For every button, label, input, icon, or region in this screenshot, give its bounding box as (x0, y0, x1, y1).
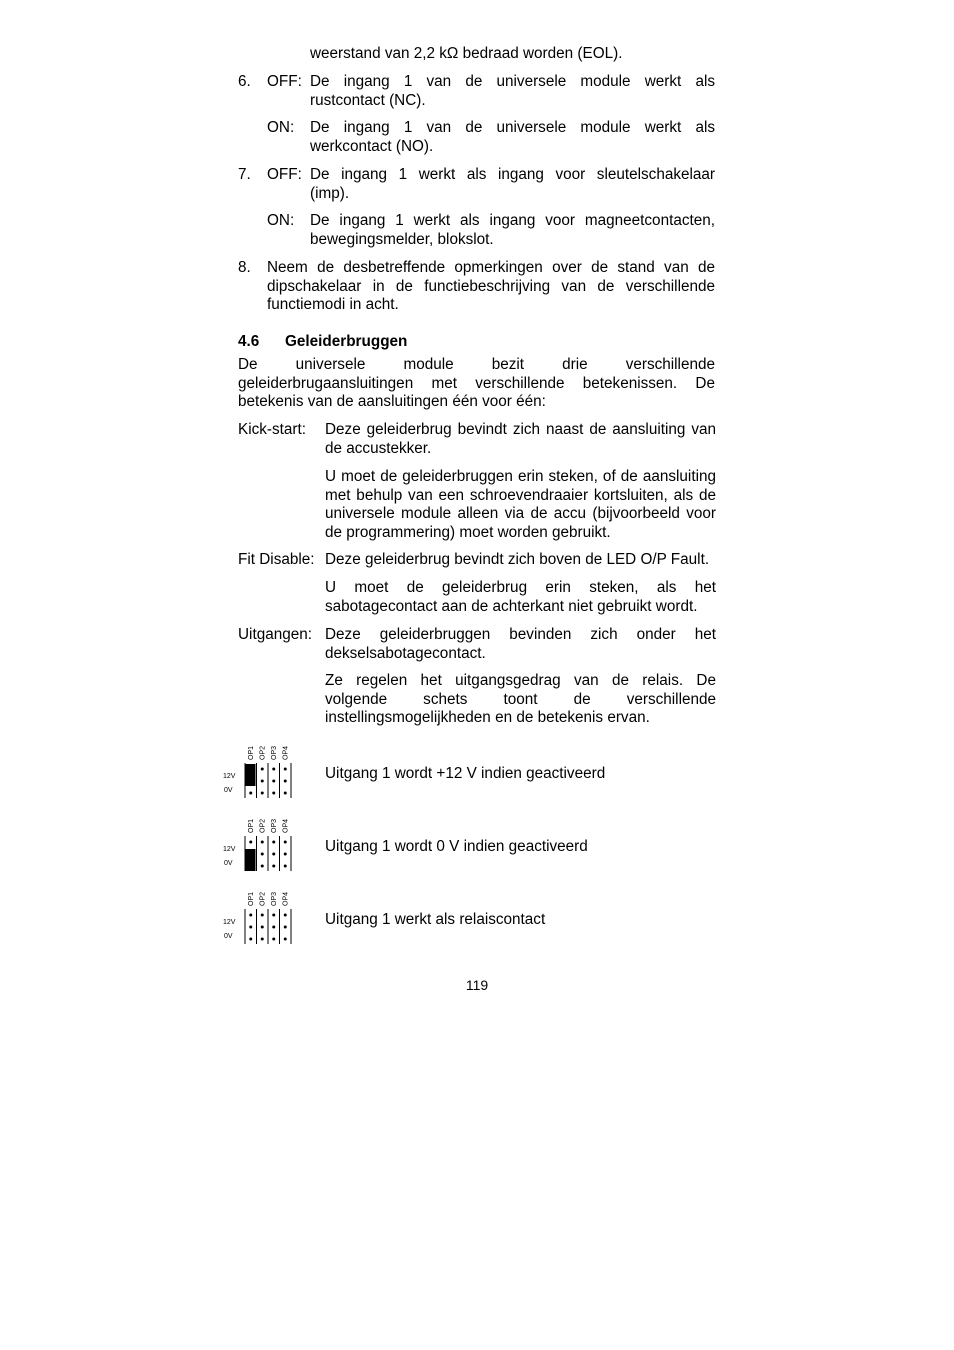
jumper-label-op1: OP1 (248, 745, 255, 760)
jumper-pin (261, 926, 264, 929)
text-line: instellingsmogelijkheden en de betekenis ervan. (325, 709, 650, 726)
jumper-pin (249, 938, 252, 941)
definition-term: Uitgangen: (238, 626, 312, 643)
text-line: bewegingsmelder, blokslot. (310, 230, 494, 248)
option-text-off (310, 73, 715, 110)
jumper-pin (261, 768, 264, 771)
jumper-label-op2: OP2 (259, 818, 267, 833)
option-key-off: OFF: (267, 73, 302, 90)
jumper-pin (261, 865, 264, 868)
jumper-pin (261, 938, 264, 941)
text-line: De ingang 1 werkt als ingang voor magneetcontacten, (310, 212, 715, 229)
jumper-label-op2: OP2 (259, 745, 267, 760)
jumper-diagram-relay (220, 886, 295, 948)
text-line: dekselsabotagecontact. (325, 644, 486, 662)
jumper-pin (261, 853, 264, 856)
jumper-pin (284, 926, 287, 929)
text-line: Neem de desbetreffende opmerkingen over de stand van de (267, 259, 715, 276)
jumper-pin-grid (245, 763, 291, 798)
option-text-on (310, 119, 715, 156)
text-line: weerstand van 2,2 kΩ bedraad worden (EOL). (310, 45, 623, 62)
list-number: 8. (238, 259, 251, 276)
text-line: de programmering) moet worden gebruikt. (325, 523, 611, 541)
rail-label-0v: 0V (224, 860, 233, 867)
rail-label-12v: 12V (223, 846, 236, 853)
diagram-caption: Uitgang 1 wordt +12 V indien geactiveerd (325, 765, 606, 782)
text-line: Deze geleiderbruggen bevinden zich onder het (325, 626, 716, 643)
jumper-pin (272, 938, 275, 941)
section-intro (238, 356, 715, 412)
jumper-bridge (245, 849, 256, 871)
rail-label-0v: 0V (224, 933, 233, 940)
definition-paragraph (325, 421, 716, 458)
definition-paragraph (325, 579, 716, 616)
jumper-pin (272, 914, 275, 917)
jumper-pin (272, 853, 275, 856)
jumper-pin (261, 792, 264, 795)
jumper-pin (284, 938, 287, 941)
text-line: met behulp van een schroevendraaier kortsluiten, als de (325, 486, 716, 504)
text-line: De ingang 1 van de universele module werkt als (310, 73, 715, 90)
text-line: U moet de geleiderbruggen erin steken, of de aansluiting (325, 468, 716, 485)
text-line: de accustekker. (325, 439, 432, 457)
section-number: 4.6 (238, 333, 260, 350)
jumper-pin (261, 914, 264, 917)
definition-term: Fit Disable: (238, 551, 315, 568)
option-key-on: ON: (267, 212, 295, 229)
page-number: 119 (465, 977, 489, 993)
jumper-pin (272, 768, 275, 771)
jumper-pin (261, 780, 264, 783)
text-line: (imp). (310, 184, 350, 202)
text-line: U moet de geleiderbrug erin steken, als het (325, 579, 716, 596)
option-text-on (310, 212, 715, 249)
jumper-label-op2: OP2 (259, 891, 267, 906)
jumper-bridge (245, 764, 256, 786)
jumper-label-op1: OP1 (248, 818, 255, 833)
definition-paragraph (325, 468, 716, 542)
text-line: De universele module bezit drie verschillende (238, 356, 715, 373)
definition-paragraph (325, 626, 716, 663)
diagram-caption: Uitgang 1 wordt 0 V indien geactiveerd (325, 838, 588, 855)
jumper-label-op3: OP3 (271, 891, 278, 906)
jumper-label-op3: OP3 (271, 818, 278, 833)
definition-paragraph (325, 551, 716, 570)
jumper-pin (284, 841, 287, 844)
text-line: betekenis van de aansluitingen één voor één: (238, 393, 546, 410)
option-text-off (310, 166, 715, 203)
jumper-label-op1: OP1 (248, 891, 255, 906)
definition-term: Kick-start: (238, 421, 306, 438)
rail-label-0v: 0V (224, 787, 233, 794)
option-key-off: OFF: (267, 166, 302, 183)
jumper-pin (284, 853, 287, 856)
jumper-pin (284, 914, 287, 917)
continuation-text (310, 45, 715, 64)
jumper-pin (272, 865, 275, 868)
list-number: 7. (238, 166, 251, 183)
jumper-pin (272, 841, 275, 844)
text-line: dipschakelaar in de functiebeschrijving van de verschillende (267, 277, 715, 295)
jumper-diagram-0v (220, 813, 295, 875)
section-title: Geleiderbruggen (285, 333, 408, 350)
jumper-label-op4: OP4 (282, 891, 290, 906)
jumper-pin (284, 780, 287, 783)
rail-label-12v: 12V (223, 919, 236, 926)
text-line: Deze geleiderbrug bevindt zich boven de LED O/P Fault. (325, 551, 710, 568)
jumper-pin (284, 792, 287, 795)
jumper-pin (261, 841, 264, 844)
text-line: sabotagecontact aan de achterkant niet gebruikt wordt. (325, 597, 698, 615)
text-line: Ze regelen het uitgangsgedrag van de relais. De (325, 672, 716, 689)
list-number: 6. (238, 73, 251, 90)
rail-label-12v: 12V (223, 773, 236, 780)
jumper-pin (272, 792, 275, 795)
jumper-pin (249, 914, 252, 917)
option-key-on: ON: (267, 119, 295, 136)
jumper-diagram-12v (220, 740, 295, 802)
jumper-pin (272, 926, 275, 929)
jumper-pin (249, 926, 252, 929)
diagram-caption: Uitgang 1 werkt als relaiscontact (325, 911, 546, 928)
jumper-pin (249, 792, 252, 795)
definition-paragraph (325, 672, 716, 728)
jumper-label-op4: OP4 (282, 818, 290, 833)
text-line: volgende schets toont de verschillende (325, 690, 716, 708)
text-line: De ingang 1 van de universele module werkt als (310, 119, 715, 136)
text-line: werkcontact (NO). (310, 137, 434, 155)
list-item-text (267, 259, 715, 315)
jumper-label-op4: OP4 (282, 745, 290, 760)
text-line: rustcontact (NC). (310, 91, 426, 109)
text-line: De ingang 1 werkt als ingang voor sleutelschakelaar (310, 166, 715, 183)
text-line: Deze geleiderbrug bevindt zich naast de aansluiting van (325, 421, 716, 438)
jumper-label-op3: OP3 (271, 745, 278, 760)
text-line: functiemodi in acht. (267, 296, 399, 313)
jumper-pin-grid (245, 836, 291, 871)
text-line: universele module alleen via de accu (bijvoorbeeld voor (325, 505, 716, 522)
jumper-pin-grid (245, 909, 291, 944)
jumper-pin (284, 768, 287, 771)
text-line: geleiderbrugaansluitingen met verschillende betekenissen. De (238, 374, 715, 392)
jumper-pin (272, 780, 275, 783)
jumper-pin (284, 865, 287, 868)
jumper-pin (249, 841, 252, 844)
